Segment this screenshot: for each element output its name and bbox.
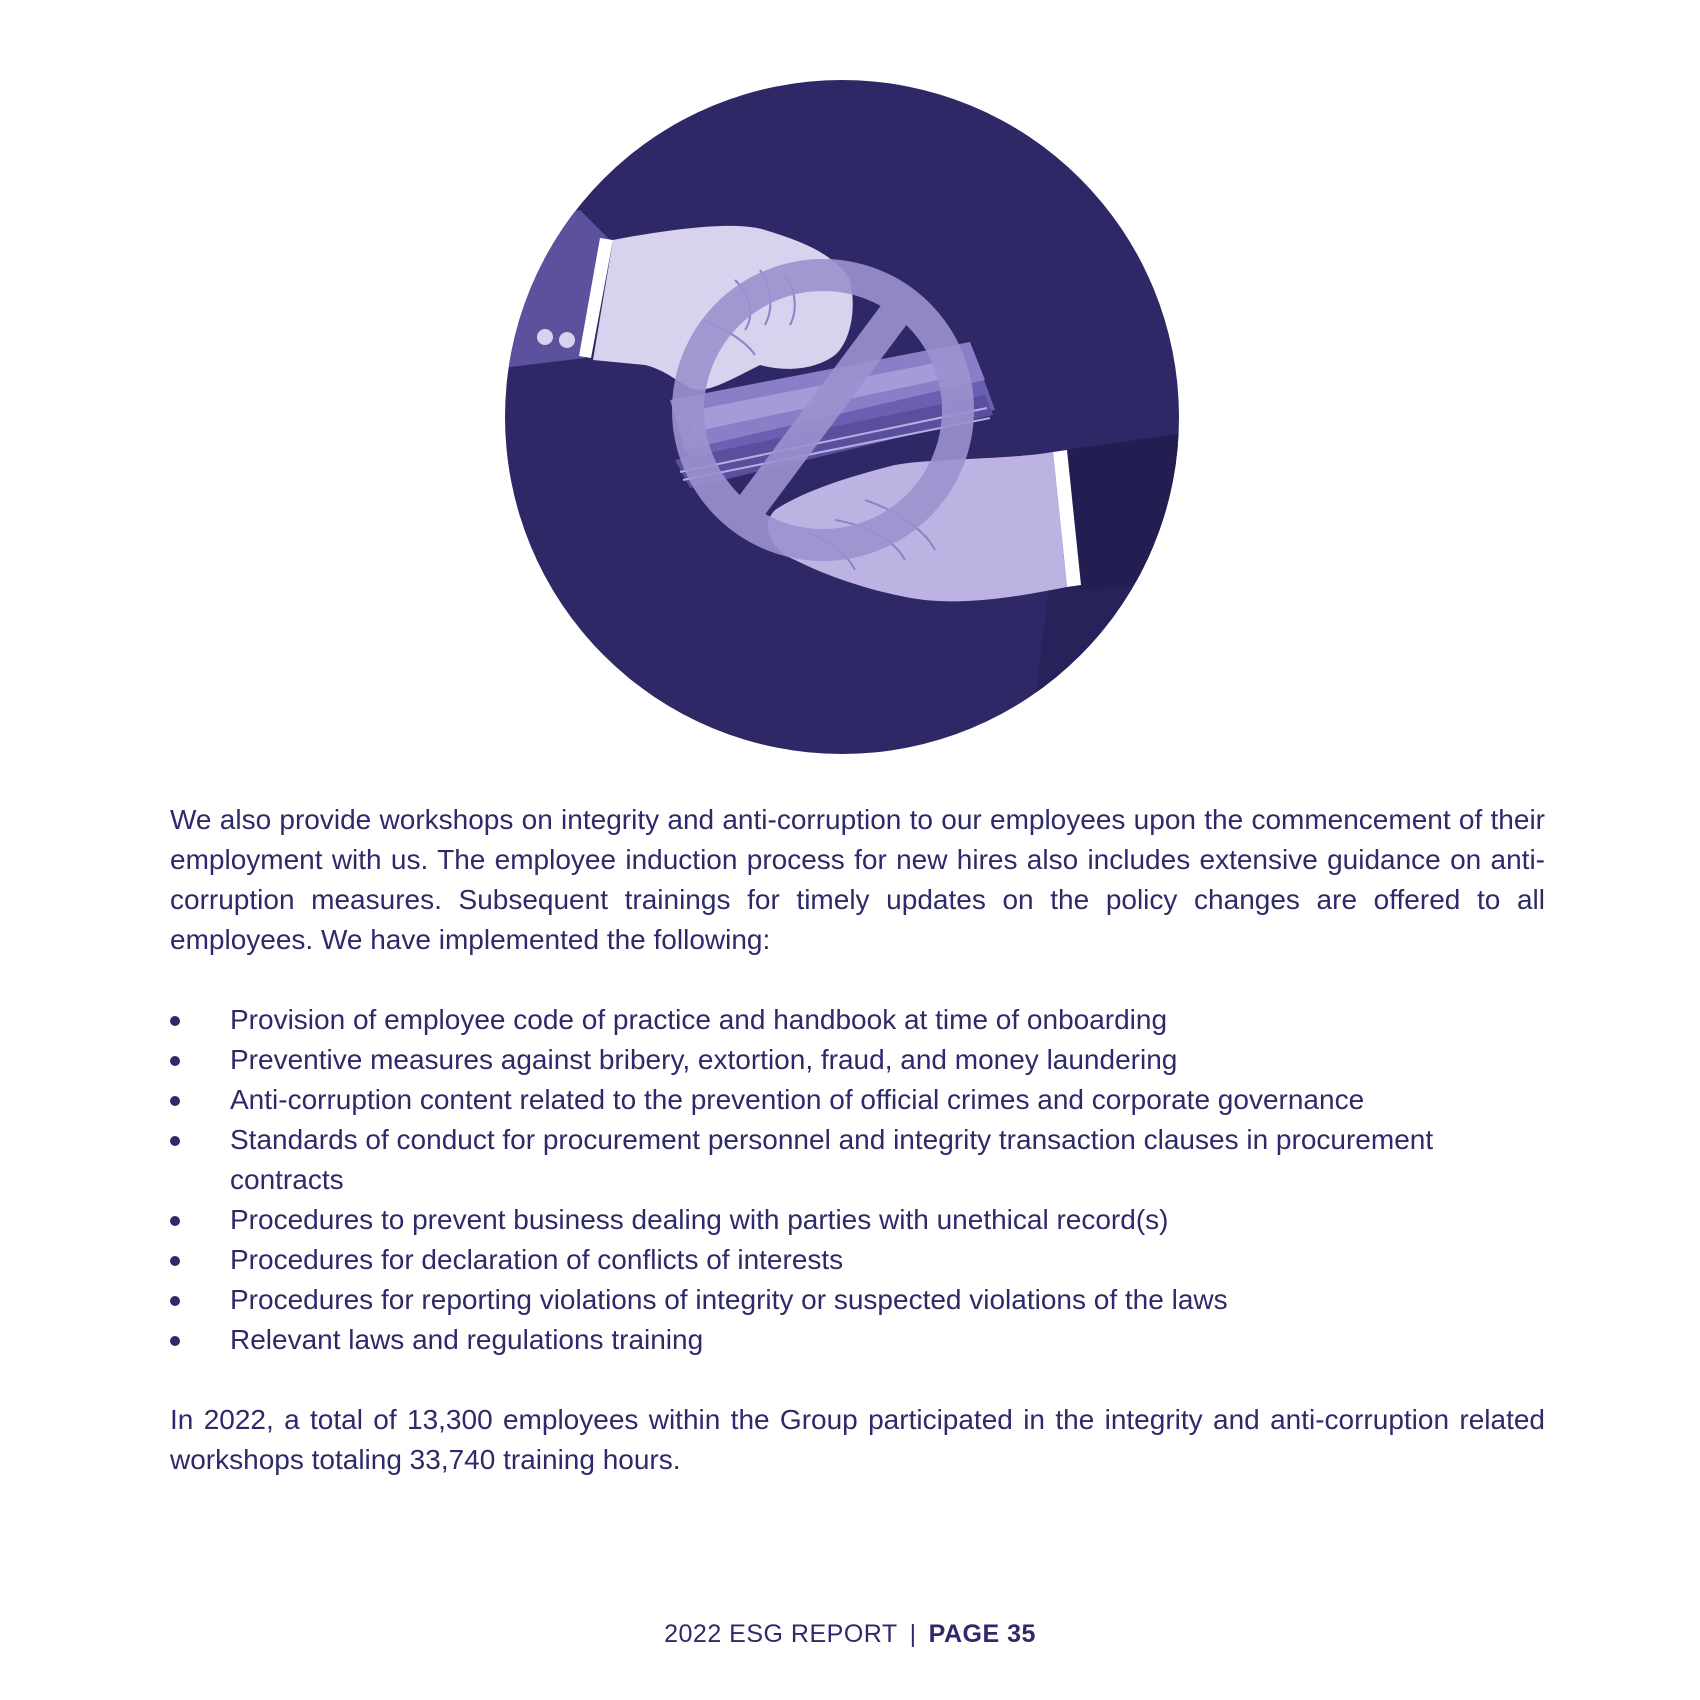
bullet-icon [170, 1096, 180, 1106]
anti-bribery-illustration [505, 80, 1179, 754]
list-item [170, 1320, 1545, 1360]
list-item [170, 1000, 1545, 1040]
list-item [170, 1120, 1545, 1200]
bullet-icon [170, 1296, 180, 1306]
bullet-icon [170, 1336, 180, 1346]
list-item-text: Procedures for declaration of conflicts of interests [230, 1244, 844, 1275]
closing-paragraph: In 2022, a total of 13,300 employees within the Group participated in the integrity and anti-corruption related workshops totaling 33,740 training hours. [170, 1404, 1545, 1475]
bullet-icon [170, 1256, 180, 1266]
list-item-text: Relevant laws and regulations training [230, 1324, 704, 1355]
intro-paragraph: We also provide workshops on integrity and anti-corruption to our employees upon the commencement of their employment with us. The employee induction process for new hires also includes extensive guidance on anti-corruption measures. Subsequent trainings for timely updates on the policy changes are offered to all employees. We have implemented the following: [170, 804, 1545, 955]
main-content [170, 800, 1545, 1480]
page-number: PAGE 35 [928, 1620, 1036, 1648]
list-item [170, 1040, 1545, 1080]
bullet-icon [170, 1016, 180, 1026]
list-item-text: Procedures for reporting violations of integrity or suspected violations of the laws [230, 1284, 1228, 1315]
anti-bribery-hands-icon [505, 80, 1179, 754]
receiver-sleeve [1053, 430, 1179, 590]
report-title: 2022 ESG REPORT [664, 1620, 898, 1648]
footer-separator: | [909, 1620, 917, 1648]
list-item-text: Anti-corruption content related to the prevention of official crimes and corporate governance [230, 1084, 1365, 1115]
page-footer [0, 1620, 1700, 1649]
bullet-icon [170, 1136, 180, 1146]
list-item-text: Preventive measures against bribery, extortion, fraud, and money laundering [230, 1044, 1178, 1075]
bullet-icon [170, 1056, 180, 1066]
list-item-text: Provision of employee code of practice and handbook at time of onboarding [230, 1004, 1168, 1035]
measures-list [170, 1000, 1545, 1360]
list-item-text: Standards of conduct for procurement personnel and integrity transaction clauses in procurement contracts [230, 1124, 1434, 1195]
list-item [170, 1200, 1545, 1240]
list-item [170, 1080, 1545, 1120]
list-item [170, 1240, 1545, 1280]
list-item-text: Procedures to prevent business dealing with parties with unethical record(s) [230, 1204, 1169, 1235]
list-item [170, 1280, 1545, 1320]
bullet-icon [170, 1216, 180, 1226]
